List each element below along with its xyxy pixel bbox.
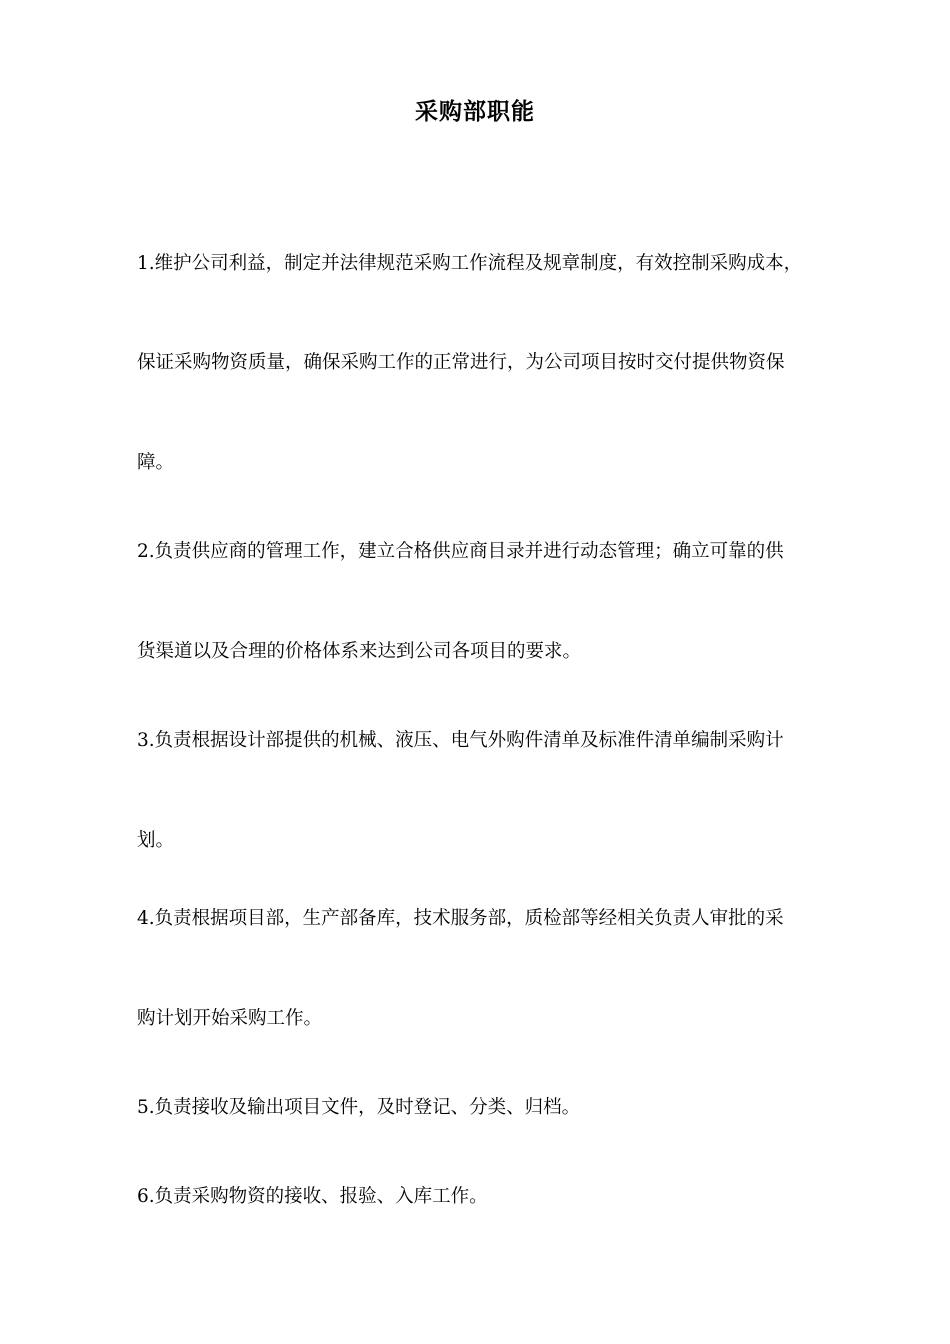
page-title: 采购部职能	[415, 99, 535, 125]
paragraph-3-line-1: 3.负责根据设计部提供的机械、液压、电气外购件清单及标准件清单编制采购计	[137, 730, 784, 751]
paragraph-1-line-2: 保证采购物资质量，确保采购工作的正常进行，为公司项目按时交付提供物资保	[137, 352, 785, 373]
paragraph-2-line-2: 货渠道以及合理的价格体系来达到公司各项目的要求。	[137, 641, 582, 662]
paragraph-6: 6.负责采购物资的接收、报验、入库工作。	[137, 1186, 488, 1207]
paragraph-5: 5.负责接收及输出项目文件，及时登记、分类、归档。	[137, 1097, 581, 1118]
paragraph-4-line-1: 4.负责根据项目部，生产部备库，技术服务部，质检部等经相关负责人审批的采	[137, 908, 784, 929]
paragraph-1-line-3: 障。	[137, 452, 175, 473]
paragraph-1-line-1: 1.维护公司利益，制定并法律规范采购工作流程及规章制度，有效控制采购成本，	[137, 253, 803, 274]
paragraph-2-line-1: 2.负责供应商的管理工作，建立合格供应商目录并进行动态管理；确立可靠的供	[137, 541, 784, 562]
paragraph-4-line-2: 购计划开始采购工作。	[137, 1008, 323, 1029]
paragraph-3-line-2: 划。	[137, 830, 175, 851]
